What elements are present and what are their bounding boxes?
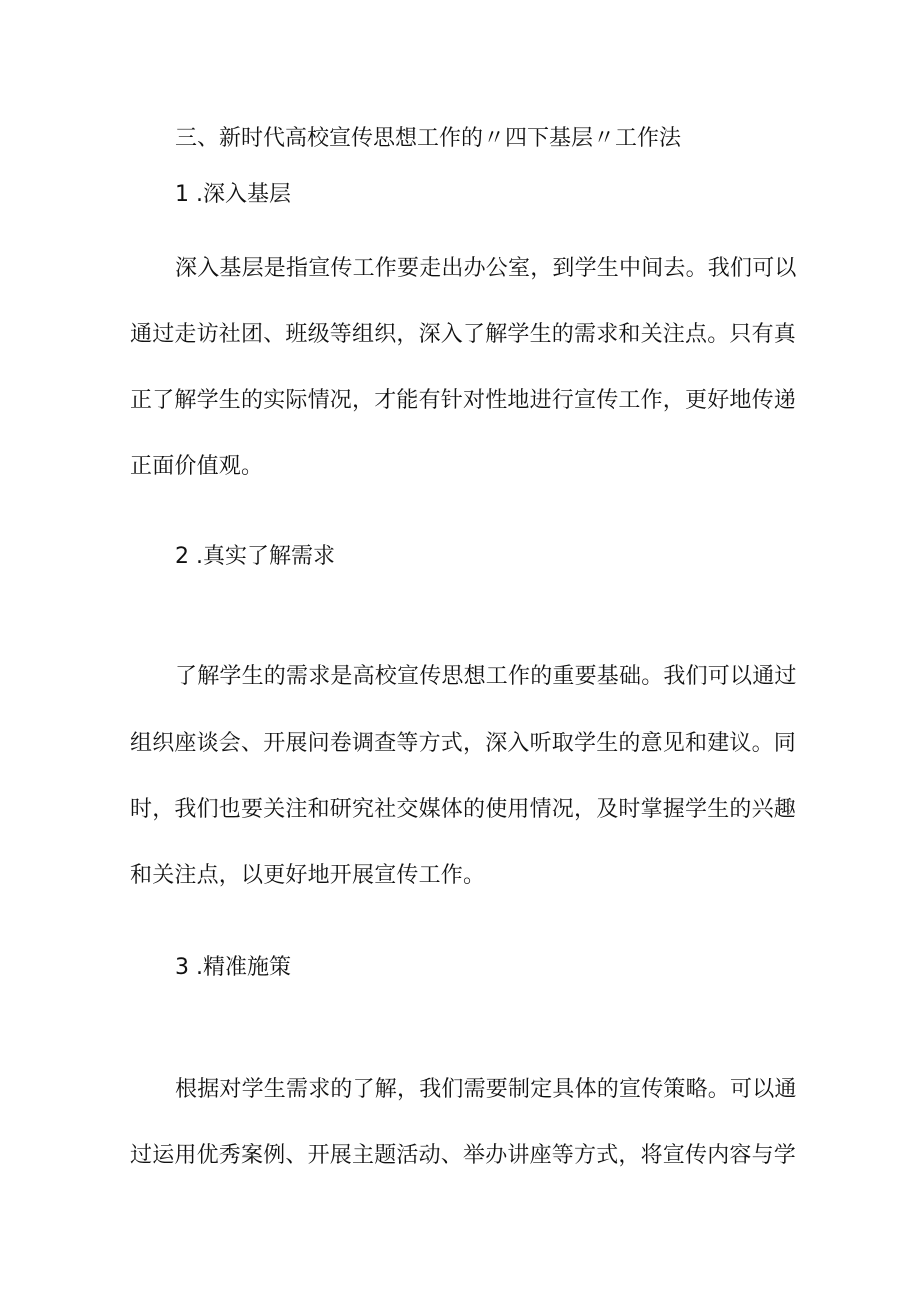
paragraph-2-line-4: 和关注点，以更好地开展宣传工作。 [130, 863, 486, 888]
paragraph-1-line-4: 正面价值观。 [130, 454, 264, 479]
paragraph-1-line-2: 通过走访社团、班级等组织，深入了解学生的需求和关注点。只有真 [130, 322, 797, 347]
paragraph-2-line-2: 组织座谈会、开展问卷调查等方式，深入听取学生的意见和建议。同 [130, 731, 797, 756]
paragraph-1-line-1: 深入基层是指宣传工作要走出办公室，到学生中间去。我们可以 [175, 256, 797, 281]
paragraph-3-line-2: 过运用优秀案例、开展主题活动、举办讲座等方式，将宣传内容与学 [130, 1143, 797, 1168]
section-heading-3: 3 .精准施策 [175, 955, 291, 980]
paragraph-3-line-1: 根据对学生需求的了解，我们需要制定具体的宣传策略。可以通 [175, 1077, 797, 1102]
section-title: 三、新时代高校宣传思想工作的〃四下基层〃工作法 [175, 126, 682, 151]
paragraph-2-line-3: 时，我们也要关注和研究社交媒体的使用情况，及时掌握学生的兴趣 [130, 797, 797, 822]
section-heading-1: 1 .深入基层 [175, 182, 291, 207]
paragraph-1-line-3: 正了解学生的实际情况，才能有针对性地进行宣传工作，更好地传递 [130, 388, 797, 413]
paragraph-2-line-1: 了解学生的需求是高校宣传思想工作的重要基础。我们可以通过 [175, 664, 797, 689]
section-heading-2: 2 .真实了解需求 [175, 544, 335, 569]
